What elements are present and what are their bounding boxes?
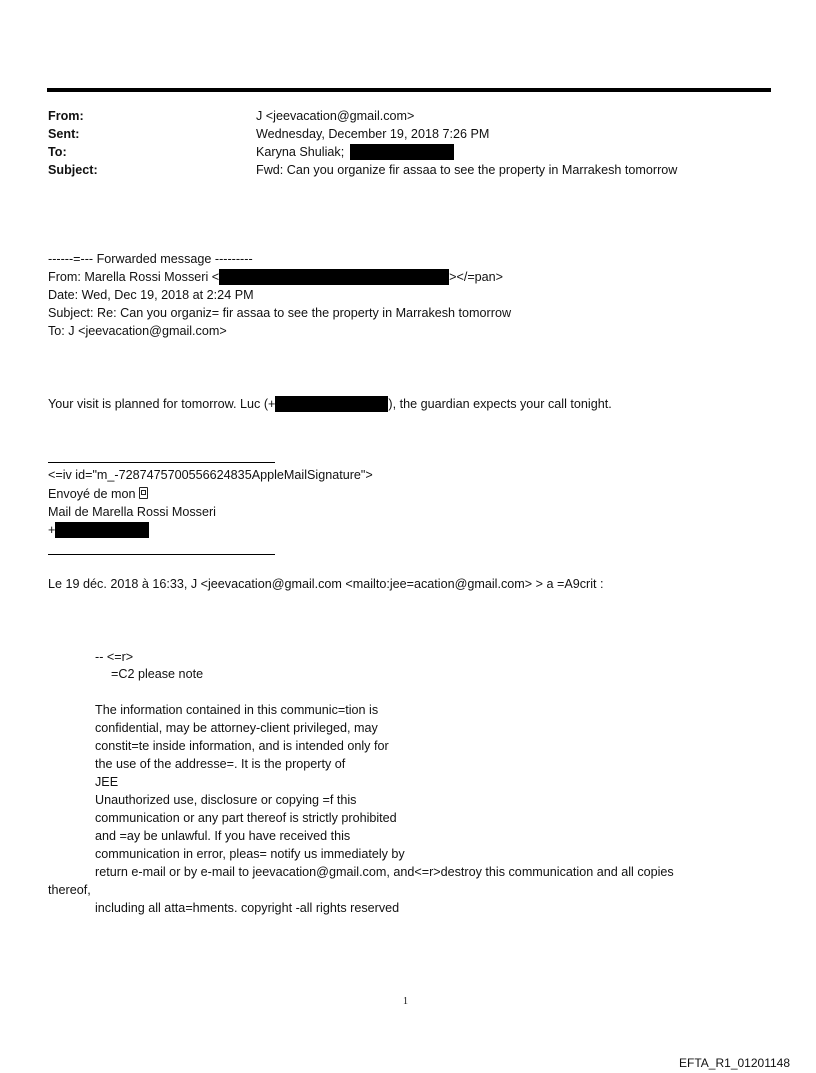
- phone-icon: [139, 487, 148, 499]
- forwarded-from-prefix: From: Marella Rossi Mosseri <: [48, 270, 220, 284]
- to-value-row: [256, 143, 454, 161]
- subject-value: Fwd: Can you organize fir assaa to see the property in Marrakesh tomorrow: [256, 163, 678, 177]
- from-label: From:: [48, 109, 84, 123]
- sent-value: Wednesday, December 19, 2018 7:26 PM: [256, 127, 490, 141]
- forwarded-separator: ------=--- Forwarded message ---------: [48, 252, 253, 266]
- disclaimer-line: constit=te inside information, and is intended only for: [95, 739, 389, 753]
- sent-from-row: [48, 485, 148, 503]
- to-value: Karyna Shuliak;: [256, 145, 345, 159]
- disclaimer-line: return e-mail or by e-mail to jeevacation@gmail.com, and<=r>destroy this communication and all copies: [95, 865, 674, 879]
- forwarded-date: Date: Wed, Dec 19, 2018 at 2:24 PM: [48, 288, 254, 302]
- signature-div-line: <=iv id="m_-7287475700556624835AppleMailSignature">: [48, 468, 373, 482]
- disclaimer-line: JEE: [95, 775, 119, 789]
- disclaimer-line: communication or any part thereof is strictly prohibited: [95, 811, 397, 825]
- signature-divider-bottom: [48, 554, 275, 555]
- sent-from-text: Envoyé de mon: [48, 487, 136, 501]
- signature-phone-prefix: +: [48, 523, 56, 537]
- redaction-block: [219, 269, 449, 285]
- disclaimer-line: and =ay be unlawful. If you have received this: [95, 829, 351, 843]
- disclaimer-dash-line: -- <=r>: [95, 650, 134, 664]
- redaction-block: [350, 144, 454, 160]
- redaction-block: [55, 522, 149, 538]
- disclaimer-wrap-line: thereof,: [48, 883, 91, 897]
- disclaimer-line: confidential, may be attorney-client privileged, may: [95, 721, 378, 735]
- forwarded-from-row: [48, 268, 503, 286]
- visit-prefix: Your visit is planned for tomorrow. Luc (+: [48, 397, 276, 411]
- visit-suffix: ), the guardian expects your call tonight.: [388, 397, 612, 411]
- disclaimer-line: The information contained in this communic=tion is: [95, 703, 379, 717]
- disclaimer-line: the use of the addresse=. It is the property of: [95, 757, 346, 771]
- sent-label: Sent:: [48, 127, 80, 141]
- forwarded-subject: Subject: Re: Can you organiz= fir assaa to see the property in Marrakesh tomorrow: [48, 306, 512, 320]
- disclaimer-line: Unauthorized use, disclosure or copying =f this: [95, 793, 357, 807]
- document-id: EFTA_R1_01201148: [679, 1056, 790, 1070]
- signature-mail-line: Mail de Marella Rossi Mosseri: [48, 505, 216, 519]
- signature-divider: [48, 462, 275, 463]
- forwarded-from-suffix: ></=pan>: [449, 270, 504, 284]
- disclaimer-note-line: =C2 please note: [111, 667, 204, 681]
- quote-intro: Le 19 déc. 2018 à 16:33, J <jeevacation@gmail.com <mailto:jee=acation@gmail.com> > a =A9crit :: [48, 577, 604, 591]
- to-label: To:: [48, 145, 67, 159]
- from-value: J <jeevacation@gmail.com>: [256, 109, 415, 123]
- disclaimer-last-line: including all atta=hments. copyright -all rights reserved: [95, 901, 400, 915]
- redaction-block: [275, 396, 388, 412]
- subject-label: Subject:: [48, 163, 98, 177]
- forwarded-to: To: J <jeevacation@gmail.com>: [48, 324, 227, 338]
- header-rule: [47, 88, 771, 92]
- page-number: 1: [403, 996, 408, 1007]
- signature-phone-row: [48, 521, 149, 539]
- disclaimer-line: communication in error, pleas= notify us immediately by: [95, 847, 405, 861]
- visit-line: [48, 395, 612, 413]
